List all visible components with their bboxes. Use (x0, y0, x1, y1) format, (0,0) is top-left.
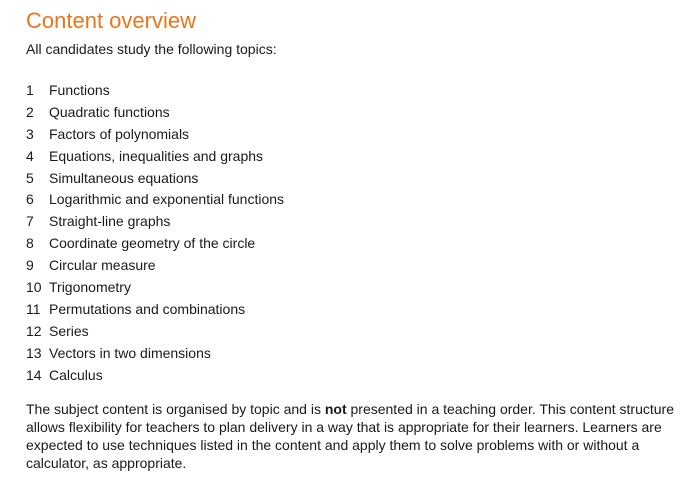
topic-label: Trigonometry (49, 279, 131, 296)
topic-number: 13 (26, 344, 42, 361)
topic-label: Functions (49, 82, 110, 98)
topic-number: 11 (26, 300, 41, 317)
topic-number: 4 (26, 147, 34, 164)
topic-label: Simultaneous equations (49, 169, 199, 186)
topic-label: Calculus (49, 366, 103, 383)
topic-number: 7 (26, 213, 34, 230)
paragraph-text-after: presented in a teaching order. This content structure allows flexibility for teachers to plan delivery in a way that is appropriate for their learners. Learners are expected to use techniques listed in the content and apply them to solve problems with or without a calculator, as appropriate. (26, 401, 674, 471)
topic-number: 3 (26, 125, 34, 142)
topic-number: 6 (26, 191, 34, 208)
topic-label: Vectors in two dimensions (49, 344, 211, 361)
topic-number: 9 (26, 257, 34, 274)
topic-number: 5 (26, 169, 34, 186)
topic-label: Circular measure (49, 257, 156, 274)
topic-label: Coordinate geometry of the circle (49, 235, 256, 252)
topic-label: Quadratic functions (49, 103, 170, 120)
content-structure-paragraph (26, 400, 691, 472)
topic-number: 2 (26, 103, 34, 120)
topic-label: Equations, inequalities and graphs (49, 147, 264, 164)
page-title: Content overview (26, 8, 196, 33)
topic-number: 1 (26, 82, 34, 98)
paragraph-text-before: The subject content is organised by topic and is (26, 401, 325, 417)
topic-number: 14 (26, 366, 42, 383)
topic-number: 8 (26, 235, 34, 252)
topic-number: 12 (26, 322, 42, 339)
topic-number: 10 (26, 279, 42, 296)
topic-label: Factors of polynomials (49, 125, 190, 142)
topic-label: Logarithmic and exponential functions (49, 191, 285, 208)
intro-text: All candidates study the following topics: (26, 41, 277, 57)
topic-label: Permutations and combinations (49, 300, 246, 317)
topic-label: Straight-line graphs (49, 213, 171, 230)
paragraph-emphasis: not (324, 401, 347, 417)
topic-label: Series (49, 322, 89, 339)
